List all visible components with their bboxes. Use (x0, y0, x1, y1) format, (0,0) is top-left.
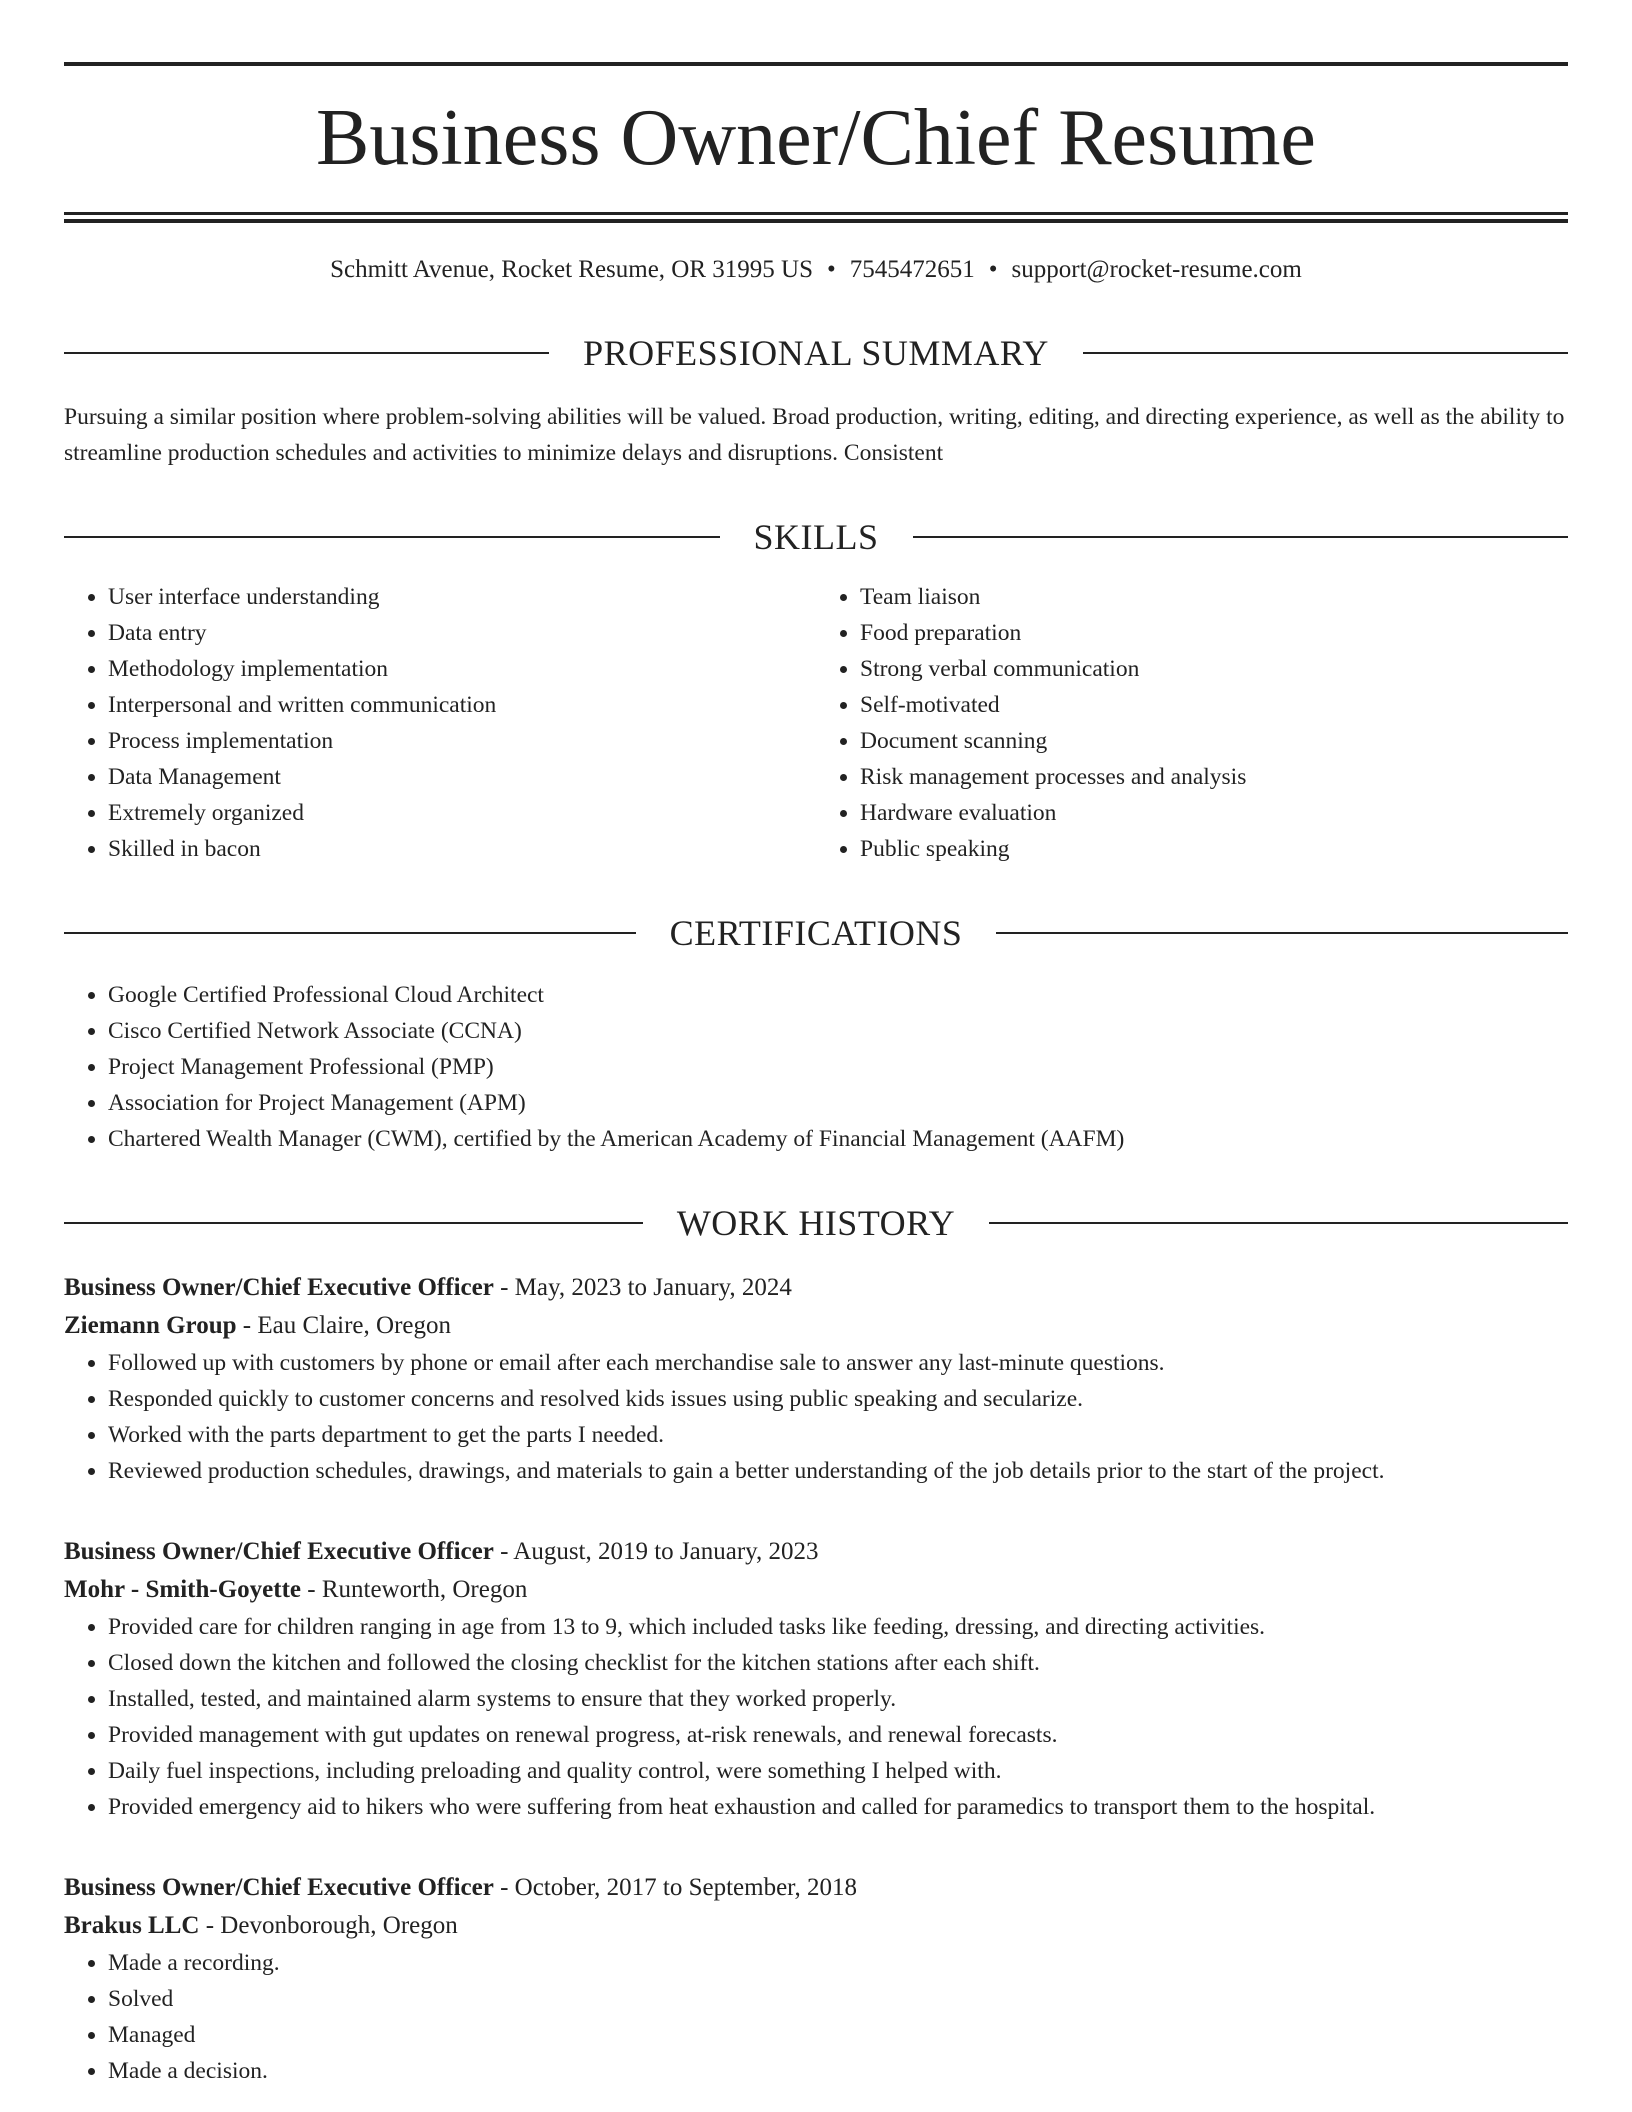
job-company-line (64, 1571, 1568, 1609)
section-rule-left (64, 1222, 643, 1224)
summary-heading: PROFESSIONAL SUMMARY (583, 333, 1049, 373)
certification-item: • Google Certified Professional Cloud Architect (108, 977, 1568, 1013)
skills-grid (64, 579, 1568, 867)
section-rule-right (913, 536, 1569, 538)
job-company: Ziemann Group (64, 1312, 237, 1339)
skill-item: • Extremely organized (108, 795, 816, 831)
contact-line (64, 253, 1568, 287)
work-history-section-header (64, 1201, 1568, 1245)
job-location: - Eau Claire, Oregon (236, 1312, 452, 1339)
certifications-block (64, 977, 1568, 1157)
job-location: - Runteworth, Oregon (301, 1576, 528, 1603)
job-entry (64, 1869, 1568, 2089)
job-title-line (64, 1869, 1568, 1907)
job-bullet: • Provided emergency aid to hikers who were suffering from heat exhaustion and called for paramedics to transport them to the hospital. (108, 1789, 1568, 1825)
skill-item: • Public speaking (860, 831, 1568, 867)
job-company-line (64, 1907, 1568, 1945)
certifications-heading: CERTIFICATIONS (669, 913, 963, 953)
skills-section-header (64, 515, 1568, 559)
job-entry (64, 1533, 1568, 1825)
skill-item: • Process implementation (108, 723, 816, 759)
job-bullet: • Daily fuel inspections, including preloading and quality control, were something I helped with. (108, 1753, 1568, 1789)
contact-separator: • (827, 256, 836, 283)
job-location: - Devonborough, Oregon (199, 1912, 458, 1939)
job-dates: - October, 2017 to September, 2018 (493, 1874, 858, 1901)
job-bullet: • Made a recording. (108, 1945, 1568, 1981)
skill-item: • Methodology implementation (108, 651, 816, 687)
top-rule (64, 62, 1568, 66)
certification-item: • Association for Project Management (APM) (108, 1085, 1568, 1121)
job-company: Mohr - Smith-Goyette (64, 1576, 301, 1603)
job-bullet: • Reviewed production schedules, drawings, and materials to gain a better understanding of the job details prior to the start of the project. (108, 1453, 1568, 1489)
certifications-list (64, 977, 1568, 1157)
job-dates: - May, 2023 to January, 2024 (493, 1274, 792, 1301)
job-bullet: • Provided care for children ranging in age from 13 to 9, which included tasks like feeding, dressing, and directing activities. (108, 1609, 1568, 1645)
summary-text: Pursuing a similar position where problem-solving abilities will be valued. Broad production, writing, editing, and directing experience, as well as the ability to streamline production schedules and activities to minimize delays and disruptions. Consistent (64, 404, 1565, 466)
job-bullet: • Responded quickly to customer concerns and resolved kids issues using public speaking and secularize. (108, 1381, 1568, 1417)
skill-item: • User interface understanding (108, 579, 816, 615)
skill-item: • Skilled in bacon (108, 831, 816, 867)
work-history-heading: WORK HISTORY (676, 1203, 956, 1243)
skills-heading: SKILLS (753, 517, 879, 557)
certification-item: • Chartered Wealth Manager (CWM), certified by the American Academy of Financial Management (AAFM) (108, 1121, 1568, 1157)
job-bullet: • Followed up with customers by phone or email after each merchandise sale to answer any last-minute questions. (108, 1345, 1568, 1381)
job-company: Brakus LLC (64, 1912, 200, 1939)
section-rule-right (989, 1222, 1568, 1224)
title-double-rule (64, 212, 1568, 223)
job-dates: - August, 2019 to January, 2023 (493, 1538, 819, 1565)
section-rule-right (1083, 352, 1568, 354)
section-rule-right (996, 932, 1568, 934)
skills-column-left (64, 579, 816, 867)
skill-item: • Document scanning (860, 723, 1568, 759)
certification-item: • Cisco Certified Network Associate (CCNA) (108, 1013, 1568, 1049)
job-entry (64, 1269, 1568, 1489)
job-bullet: • Installed, tested, and maintained alarm systems to ensure that they worked properly. (108, 1681, 1568, 1717)
skill-item: • Strong verbal communication (860, 651, 1568, 687)
job-title-line (64, 1533, 1568, 1571)
job-bullet-list (64, 1609, 1568, 1825)
skills-list-right (816, 579, 1568, 867)
job-bullet: • Worked with the parts department to get the parts I needed. (108, 1417, 1568, 1453)
job-title: Business Owner/Chief Executive Officer (64, 1874, 494, 1901)
job-title: Business Owner/Chief Executive Officer (64, 1274, 494, 1301)
job-title-line (64, 1269, 1568, 1307)
skills-column-right (816, 579, 1568, 867)
job-company-line (64, 1307, 1568, 1345)
job-bullet-list (64, 1945, 1568, 2089)
skill-item: • Interpersonal and written communication (108, 687, 816, 723)
job-title: Business Owner/Chief Executive Officer (64, 1538, 494, 1565)
certifications-section-header (64, 911, 1568, 955)
page-title: Business Owner/Chief Resume (316, 94, 1316, 182)
skill-item: • Data entry (108, 615, 816, 651)
skill-item: • Risk management processes and analysis (860, 759, 1568, 795)
job-bullet-list (64, 1345, 1568, 1489)
skill-item: • Data Management (108, 759, 816, 795)
summary-section-header (64, 331, 1568, 375)
section-rule-left (64, 352, 549, 354)
job-bullet: • Provided management with gut updates on renewal progress, at-risk renewals, and renewal forecasts. (108, 1717, 1568, 1753)
job-bullet: • Closed down the kitchen and followed the closing checklist for the kitchen stations after each shift. (108, 1645, 1568, 1681)
skill-item: • Food preparation (860, 615, 1568, 651)
skill-item: • Self-motivated (860, 687, 1568, 723)
job-bullet: • Made a decision. (108, 2053, 1568, 2089)
skills-list-left (64, 579, 816, 867)
contact-address: Schmitt Avenue, Rocket Resume, OR 31995 US (330, 256, 813, 283)
job-bullet: • Managed (108, 2017, 1568, 2053)
section-rule-left (64, 536, 720, 538)
contact-email: support@rocket-resume.com (1011, 256, 1302, 283)
section-rule-left (64, 932, 636, 934)
job-bullet: • Solved (108, 1981, 1568, 2017)
skill-item: • Hardware evaluation (860, 795, 1568, 831)
certification-item: • Project Management Professional (PMP) (108, 1049, 1568, 1085)
skill-item: • Team liaison (860, 579, 1568, 615)
contact-separator: • (988, 256, 998, 283)
contact-phone: 7545472651 (849, 256, 975, 283)
